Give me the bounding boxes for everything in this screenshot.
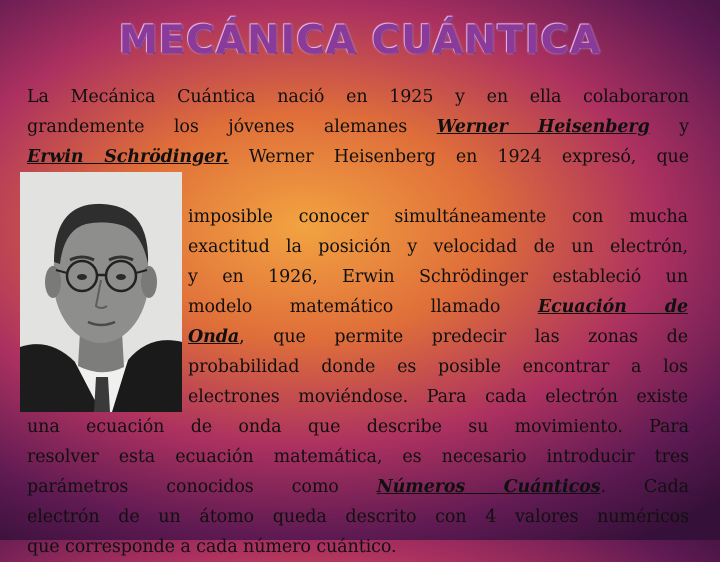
side-line-2: exactitud la posición y velocidad de un electrón, xyxy=(188,237,688,257)
bottom-text: . Cada xyxy=(600,477,689,497)
side-text: , que permite predecir las zonas de xyxy=(239,327,688,347)
intro-line-1: La Mecánica Cuántica nació en 1925 y en ella colaboraron xyxy=(27,87,689,107)
heisenberg-name: Werner Heisenberg xyxy=(436,117,650,137)
bottom-line-3 xyxy=(27,472,689,502)
slide-title: MECÁNICA CUÁNTICA xyxy=(118,18,602,63)
onda-term: Onda xyxy=(188,327,240,347)
bottom-text: parámetros conocidos como xyxy=(27,477,377,497)
side-line-7: electrones moviéndose. Para cada electrón existe xyxy=(188,387,688,407)
side-line-6: probabilidad donde es posible encontrar a los xyxy=(188,357,688,377)
side-text: modelo matemático llamado xyxy=(188,297,538,317)
intro-paragraph xyxy=(27,82,689,172)
numeros-cuanticos-term: Números Cuánticos xyxy=(376,477,601,497)
intro-text: y xyxy=(649,117,689,137)
side-line-5 xyxy=(188,322,688,352)
ecuacion-de-onda-term: Ecuación de xyxy=(537,297,688,317)
intro-text: Werner Heisenberg en 1924 expresó, que xyxy=(228,147,689,167)
bottom-line-1: una ecuación de onda que describe su movimiento. Para xyxy=(27,417,689,437)
schrodinger-name: Erwin Schrödinger. xyxy=(27,147,229,167)
bottom-line-2: resolver esta ecuación matemática, es necesario introducir tres xyxy=(27,447,689,467)
intro-text: grandemente los jóvenes alemanes xyxy=(27,117,437,137)
side-line-4 xyxy=(188,292,688,322)
side-line-1: imposible conocer simultáneamente con mucha xyxy=(188,207,688,227)
schrodinger-portrait xyxy=(20,172,182,412)
side-line-3: y en 1926, Erwin Schrödinger estableció un xyxy=(188,267,688,287)
intro-line-3 xyxy=(27,142,689,172)
bottom-line-4: electrón de un átomo queda descrito con 4 valores numéricos xyxy=(27,507,689,527)
intro-line-2 xyxy=(27,112,689,142)
side-paragraph xyxy=(188,202,688,412)
bottom-line-5: que corresponde a cada número cuántico. xyxy=(27,537,397,557)
portrait-image xyxy=(20,172,182,412)
